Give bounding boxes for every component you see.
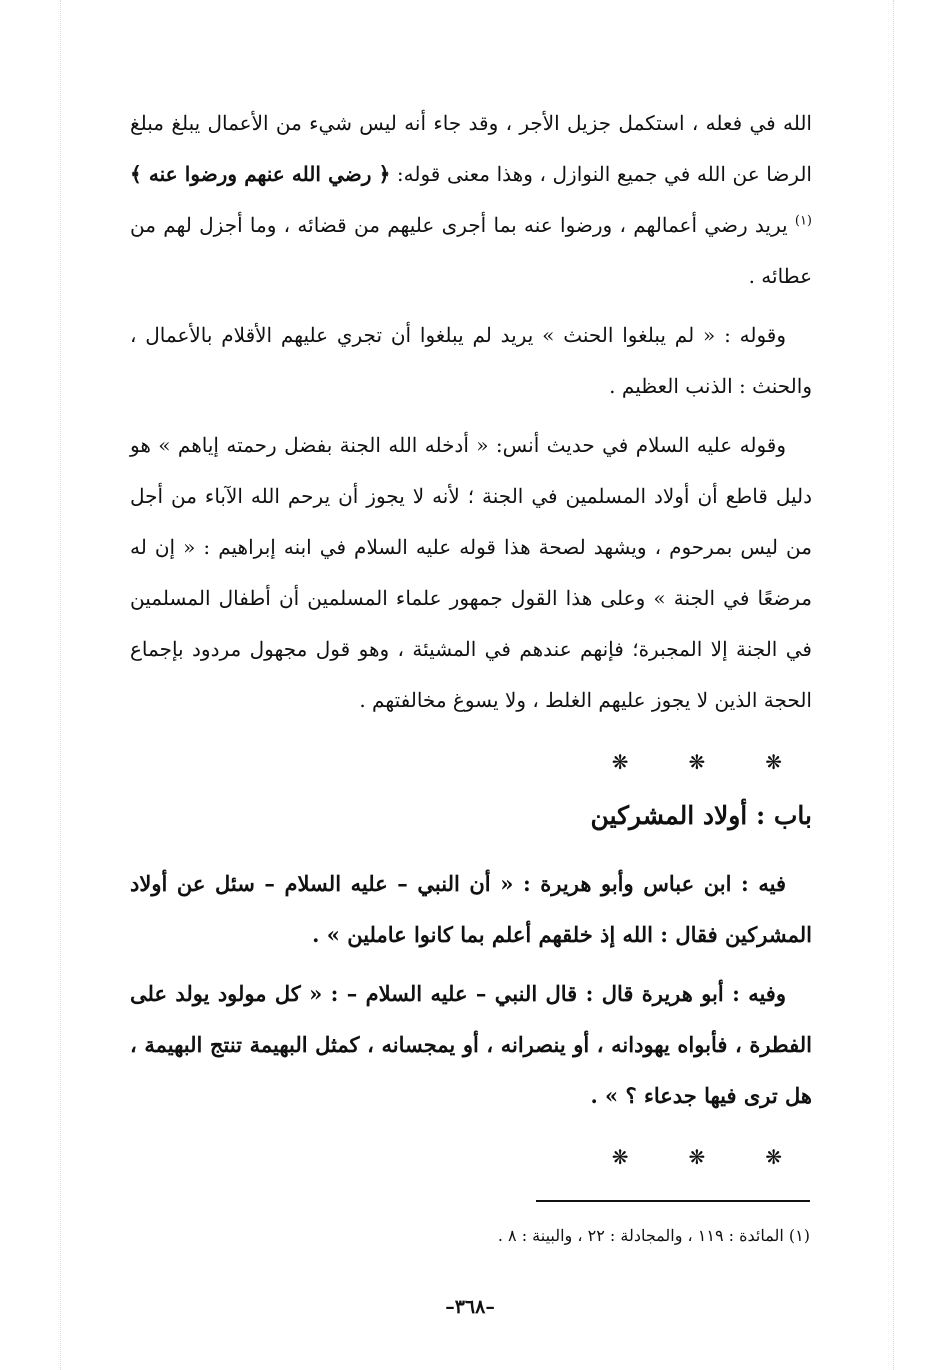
star-ornament: ❋ <box>688 750 706 774</box>
footnote: (١) المائدة : ١١٩ ، والمجادلة : ٢٢ ، والبينة : ٨ . <box>497 1226 810 1245</box>
paragraph-commentary-3: وقوله عليه السلام في حديث أنس: « أدخله الله الجنة بفضل رحمته إياهم » هو دليل قاطع أن أولاد المسلمين في الجنة ؛ لأنه لا يجوز أن يرحم الله الآباء من أجل من ليس بمرحوم ، ويشهد لصحة هذا قوله عليه السلام في ابنه إبراهيم : « إن له مرضعًا في الجنة » وعلى هذا القول جمهور علماء المسلمين أن أطفال المسلمين في الجنة إلا المجبرة؛ فإنهم عندهم في المشيئة ، وهو قول مجهول مردود بإجماع الحجة الذين لا يجوز عليهم الغلط ، ولا يسوغ مخالفتهم . <box>130 433 812 712</box>
paragraph-1-tail: يريد رضي أعمالهم ، ورضوا عنه بما أجرى عليهم من قضائه ، وما أجزل لهم من عطائه . <box>130 213 812 288</box>
star-ornament: ❋ <box>765 1145 782 1169</box>
section-separator-1 <box>130 742 812 782</box>
hadith-1: فيه : ابن عباس وأبو هريرة : « أن النبي – عليه السلام – سئل عن أولاد المشركين فقال : الله إذ خلقهم أعلم بما كانوا عاملين » . <box>130 871 812 947</box>
chapter-title: باب : أولاد المشركين <box>590 801 812 830</box>
footnote-reference: (١) <box>794 213 812 229</box>
paragraph-1-text: الله في فعله ، استكمل جزيل الأجر ، وقد جاء أنه ليس شيء من الأعمال يبلغ مبلغ الرضا عن الله في جميع النوازل ، وهذا معنى قوله: <box>130 111 812 186</box>
margin-guide-right <box>893 0 894 1370</box>
margin-guide-left <box>60 0 61 1370</box>
star-ornament: ❋ <box>611 1145 629 1169</box>
star-ornament: ❋ <box>765 750 782 774</box>
hadith-2: وفيه : أبو هريرة قال : قال النبي – عليه السلام – : « كل مولود يولد على الفطرة ، فأبواه يهودانه ، أو ينصرانه ، أو يمجسانه ، كمثل البهيمة تنتج البهيمة ، هل ترى فيها جدعاء ؟ » . <box>130 981 812 1108</box>
page-number: –٣٦٨– <box>445 1296 495 1318</box>
quran-quote: ﴿ رضي الله عنهم ورضوا عنه ﴾ <box>130 162 391 186</box>
star-ornament: ❋ <box>688 1145 706 1169</box>
main-text <box>130 98 812 1187</box>
section-separator-2 <box>130 1137 812 1177</box>
paragraph-commentary-1 <box>130 98 812 302</box>
star-ornament: ❋ <box>611 750 629 774</box>
paragraph-commentary-2: وقوله : « لم يبلغوا الحنث » يريد لم يبلغوا أن تجري عليهم الأقلام بالأعمال ، والحنث : الذنب العظيم . <box>130 323 812 398</box>
footnote-divider <box>536 1200 810 1202</box>
